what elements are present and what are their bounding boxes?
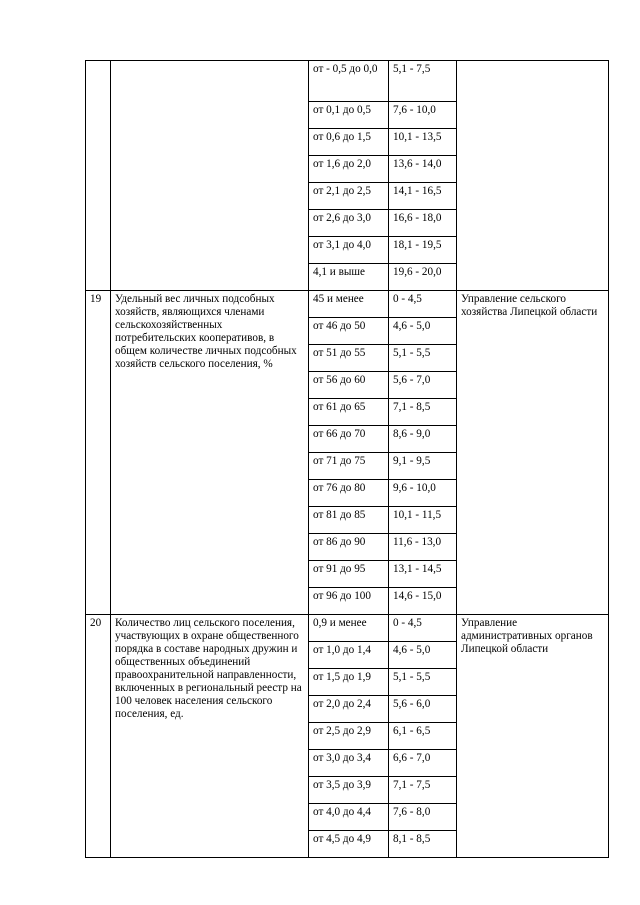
score-range: 5,6 - 6,0 bbox=[389, 696, 457, 723]
value-range: от 0,6 до 1,5 bbox=[309, 129, 389, 156]
indicator-number bbox=[86, 61, 111, 291]
responsible-body: Управление сельского хозяйства Липецкой области bbox=[457, 291, 609, 615]
value-range: от 71 до 75 bbox=[309, 453, 389, 480]
score-range: 16,6 - 18,0 bbox=[389, 210, 457, 237]
score-range: 7,1 - 8,5 bbox=[389, 399, 457, 426]
indicator-table-body bbox=[86, 61, 609, 858]
score-range: 14,6 - 15,0 bbox=[389, 588, 457, 615]
value-range: от 76 до 80 bbox=[309, 480, 389, 507]
score-range: 9,1 - 9,5 bbox=[389, 453, 457, 480]
score-range: 8,1 - 8,5 bbox=[389, 831, 457, 858]
value-range: от 0,1 до 0,5 bbox=[309, 102, 389, 129]
score-range: 13,1 - 14,5 bbox=[389, 561, 457, 588]
indicator-name: Количество лиц сельского поселения, участвующих в охране общественного порядка в составе народных дружин и общественных объединений правоохранительной направленности, включенных в региональный реестр на 100 человек населения сельского поселения, ед. bbox=[111, 615, 309, 858]
value-range: от 1,6 до 2,0 bbox=[309, 156, 389, 183]
responsible-body bbox=[457, 61, 609, 291]
score-range: 6,6 - 7,0 bbox=[389, 750, 457, 777]
score-range: 9,6 - 10,0 bbox=[389, 480, 457, 507]
indicator-name bbox=[111, 61, 309, 291]
score-range: 5,6 - 7,0 bbox=[389, 372, 457, 399]
value-range: от 2,6 до 3,0 bbox=[309, 210, 389, 237]
score-range: 7,1 - 7,5 bbox=[389, 777, 457, 804]
table-row bbox=[86, 61, 609, 102]
value-range: от 96 до 100 bbox=[309, 588, 389, 615]
value-range: от 61 до 65 bbox=[309, 399, 389, 426]
value-range: от 66 до 70 bbox=[309, 426, 389, 453]
score-range: 7,6 - 8,0 bbox=[389, 804, 457, 831]
value-range: от 56 до 60 bbox=[309, 372, 389, 399]
value-range: от 3,1 до 4,0 bbox=[309, 237, 389, 264]
value-range: от 1,5 до 1,9 bbox=[309, 669, 389, 696]
value-range: от 4,5 до 4,9 bbox=[309, 831, 389, 858]
value-range: от 91 до 95 bbox=[309, 561, 389, 588]
value-range: от 81 до 85 bbox=[309, 507, 389, 534]
value-range: от 86 до 90 bbox=[309, 534, 389, 561]
score-range: 5,1 - 5,5 bbox=[389, 669, 457, 696]
score-range: 4,6 - 5,0 bbox=[389, 642, 457, 669]
score-range: 10,1 - 13,5 bbox=[389, 129, 457, 156]
score-range: 0 - 4,5 bbox=[389, 615, 457, 642]
value-range: от 1,0 до 1,4 bbox=[309, 642, 389, 669]
value-range: от 3,5 до 3,9 bbox=[309, 777, 389, 804]
table-row bbox=[86, 291, 609, 318]
score-range: 11,6 - 13,0 bbox=[389, 534, 457, 561]
value-range: от 4,0 до 4,4 bbox=[309, 804, 389, 831]
value-range: от 51 до 55 bbox=[309, 345, 389, 372]
value-range: от 2,1 до 2,5 bbox=[309, 183, 389, 210]
table-row bbox=[86, 615, 609, 642]
value-range: 0,9 и менее bbox=[309, 615, 389, 642]
indicator-name: Удельный вес личных подсобных хозяйств, являющихся членами сельскохозяйственных потребительских кооперативов, в общем количестве личных подсобных хозяйств сельского поселения, % bbox=[111, 291, 309, 615]
value-range: 45 и менее bbox=[309, 291, 389, 318]
value-range: от 3,0 до 3,4 bbox=[309, 750, 389, 777]
indicator-number: 20 bbox=[86, 615, 111, 858]
value-range: 4,1 и выше bbox=[309, 264, 389, 291]
score-range: 8,6 - 9,0 bbox=[389, 426, 457, 453]
score-range: 6,1 - 6,5 bbox=[389, 723, 457, 750]
score-range: 14,1 - 16,5 bbox=[389, 183, 457, 210]
score-range: 0 - 4,5 bbox=[389, 291, 457, 318]
score-range: 13,6 - 14,0 bbox=[389, 156, 457, 183]
score-range: 5,1 - 7,5 bbox=[389, 61, 457, 102]
score-range: 18,1 - 19,5 bbox=[389, 237, 457, 264]
score-range: 5,1 - 5,5 bbox=[389, 345, 457, 372]
value-range: от 2,0 до 2,4 bbox=[309, 696, 389, 723]
score-range: 19,6 - 20,0 bbox=[389, 264, 457, 291]
score-range: 7,6 - 10,0 bbox=[389, 102, 457, 129]
score-range: 10,1 - 11,5 bbox=[389, 507, 457, 534]
value-range: от - 0,5 до 0,0 bbox=[309, 61, 389, 102]
value-range: от 46 до 50 bbox=[309, 318, 389, 345]
value-range: от 2,5 до 2,9 bbox=[309, 723, 389, 750]
indicator-number: 19 bbox=[86, 291, 111, 615]
score-range: 4,6 - 5,0 bbox=[389, 318, 457, 345]
indicator-table bbox=[85, 60, 609, 858]
responsible-body: Управление административных органов Липецкой области bbox=[457, 615, 609, 858]
